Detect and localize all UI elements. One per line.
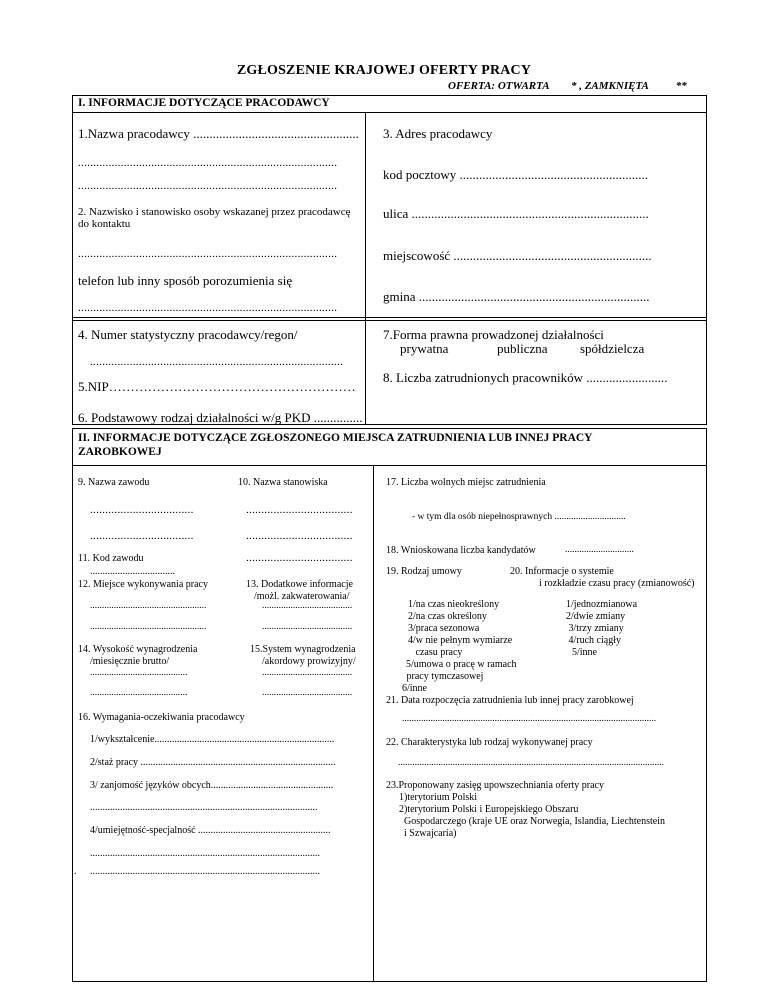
extra-info-label-2: /możl. zakwaterowania/ (254, 591, 350, 602)
pkd-field[interactable]: 6. Podstawowy rodzaj działalności w/g PKD ............... (78, 410, 363, 425)
shift-option-1[interactable]: 1/jednozmianowa (566, 599, 638, 610)
contract-option-3[interactable]: 3/praca sezonowa (408, 623, 480, 634)
occupation-name-field-2[interactable]: .................................. (90, 530, 194, 542)
street-field[interactable]: ulica ......................................................................... (383, 206, 649, 221)
nip-field[interactable]: 5.NIP………………………………………………… (78, 379, 356, 394)
skills-field-3[interactable]: ............................................................................................ (90, 866, 320, 877)
legal-form-public[interactable]: publiczna (497, 341, 548, 356)
address-label: 3. Adres pracodawcy (383, 126, 493, 141)
contract-option-1[interactable]: 1/na czas nieokreślony (408, 599, 500, 610)
occupation-name-label: 9. Nazwa zawodu (78, 477, 150, 488)
experience-field[interactable]: 2/staż pracy .............................................................................. (90, 757, 336, 768)
reach-option-2[interactable]: 2)terytorium Polski i Europejskiego Obszaru (399, 804, 579, 815)
form-title: ZGŁOSZENIE KRAJOWEJ OFERTY PRACY (236, 63, 532, 78)
salary-label: 14. Wysokość wynagrodzenia (78, 644, 198, 655)
disabled-vacancies-field[interactable]: - w tym dla osób niepełnosprawnych .............................. (412, 512, 626, 522)
regon-label: 4. Numer statystyczny pracodawcy/regon/ (78, 327, 298, 342)
legal-form-label: 7.Forma prawna prowadzonej działalności (383, 327, 604, 342)
contract-option-6[interactable]: 6/inne (402, 683, 427, 694)
occupation-name-field[interactable]: .................................. (90, 504, 194, 516)
skills-field[interactable]: 4/umiejętność-specjalność ..................................................... (90, 825, 331, 836)
languages-field-2[interactable]: ........................................................................................... (90, 802, 318, 813)
work-system-label: 20. Informacje o systemie (510, 566, 614, 577)
education-field[interactable]: 1/wykształcenie........................................................................ (90, 734, 335, 745)
shift-option-4[interactable]: 4/ruch ciągły (566, 635, 621, 646)
gmina-field[interactable]: gmina ....................................................................... (383, 289, 650, 304)
regon-field[interactable]: ................................................................................... (90, 356, 344, 368)
reach-label: 23.Proponowany zasięg upowszechniania oferty pracy (386, 780, 604, 791)
job-description-label: 22. Charakterystyka lub rodzaj wykonywanej pracy (386, 737, 593, 748)
workplace-label: 12. Miejsce wykonywania pracy (78, 579, 208, 590)
legal-form-private[interactable]: prywatna (400, 341, 449, 356)
contract-option-4[interactable]: 4/w nie pełnym wymiarze (408, 635, 513, 646)
salary-field-2[interactable]: ......................................... (90, 688, 188, 698)
section-1-header: I. INFORMACJE DOTYCZĄCE PRACODAWCY (78, 97, 330, 109)
contract-type-label: 19. Rodzaj umowy (386, 566, 462, 577)
postal-code-field[interactable]: kod pocztowy .......................................................... (383, 167, 649, 182)
section-2-header-2: ZAROBKOWEJ (78, 446, 162, 458)
start-date-label: 21. Data rozpoczęcia zatrudnienia lub innej pracy zarobkowej (386, 695, 634, 706)
occupation-code-label: 11. Kod zawodu (78, 553, 144, 564)
contract-option-5b: pracy tymczasowej (404, 671, 484, 682)
reach-option-2c: i Szwajcaria) (399, 828, 457, 839)
salary-label-2: /miesięcznie brutto/ (90, 656, 170, 667)
section-2-header: II. INFORMACJE DOTYCZĄCE ZGŁOSZONEGO MIEJSCA ZATRUDNIENIA LUB INNEJ PRACY (78, 432, 593, 444)
stray-dot: . (74, 866, 77, 877)
candidates-label: 18. Wnioskowana liczba kandydatów (386, 545, 536, 556)
shift-option-2[interactable]: 2/dwie zmiany (566, 611, 626, 622)
position-name-field-2[interactable]: ................................... (246, 530, 353, 542)
contact-person-field[interactable]: ..................................................................................... (78, 248, 338, 260)
extra-info-field-2[interactable]: ...................................... (262, 622, 353, 632)
extra-info-label: 13. Dodatkowe informacje (246, 579, 353, 590)
employee-count-field[interactable]: 8. Liczba zatrudnionych pracowników ......................... (383, 370, 668, 385)
pay-system-field[interactable]: ...................................... (262, 668, 353, 678)
contact-person-label-2: do kontaktu (78, 218, 131, 230)
phone-field[interactable]: ..................................................................................... (78, 302, 338, 314)
skills-field-2[interactable]: ............................................................................................ (90, 848, 320, 859)
start-date-field[interactable]: ........................................................................................................... (402, 714, 657, 724)
salary-field[interactable]: ......................................... (90, 668, 188, 678)
pay-system-label-2: /akordowy prowizyjny/ (262, 656, 356, 667)
workplace-field-2[interactable]: ................................................. (90, 622, 207, 632)
contract-option-5[interactable]: 5/umowa o pracę w ramach (406, 659, 517, 670)
pay-system-field-2[interactable]: ...................................... (262, 688, 353, 698)
legal-form-cooperative[interactable]: spółdzielcza (580, 341, 645, 356)
vacancies-label: 17. Liczba wolnych miejsc zatrudnienia (386, 477, 546, 488)
employer-name-line-2[interactable]: ..................................................................................... (78, 157, 338, 169)
shift-option-3[interactable]: 3/trzy zmiany (566, 623, 624, 634)
reach-option-2b: Gospodarczego (kraje UE oraz Norwegia, Islandia, Liechtenstein (399, 816, 666, 827)
city-field[interactable]: miejscowość ............................................................. (383, 248, 652, 263)
reach-option-1[interactable]: 1)terytorium Polski (399, 792, 478, 803)
occupation-code-field[interactable]: .................................. (90, 566, 175, 577)
contact-person-label: 2. Nazwisko i stanowisko osoby wskazanej przez pracodawcę (78, 206, 351, 218)
workplace-field[interactable]: ................................................. (90, 601, 207, 611)
pay-system-label: 15.System wynagrodzenia (250, 644, 356, 655)
position-name-label: 10. Nazwa stanowiska (238, 477, 328, 488)
position-name-field-3[interactable]: ................................... (246, 552, 353, 564)
employer-name-line-3[interactable]: ..................................................................................... (78, 180, 338, 192)
contract-option-4b: czasu pracy (408, 647, 463, 658)
candidates-field[interactable]: ............................. (565, 545, 634, 555)
offer-type: OFERTA: OTWARTA * , ZAMKNIĘTA ** (448, 80, 687, 92)
shift-option-5[interactable]: 5/inne (572, 647, 597, 658)
phone-label: telefon lub inny sposób porozumienia się (78, 273, 293, 288)
work-system-label-2: i rozkładzie czasu pracy (zmianowość) (539, 578, 695, 589)
employer-name-field[interactable]: 1.Nazwa pracodawcy ................................................... (78, 126, 359, 141)
job-description-field[interactable]: ................................................................................................................ (398, 758, 664, 768)
position-name-field[interactable]: ................................... (246, 504, 353, 516)
contract-option-2[interactable]: 2/na czas określony (408, 611, 487, 622)
extra-info-field[interactable]: ...................................... (262, 601, 353, 611)
requirements-label: 16. Wymagania-oczekiwania pracodawcy (78, 712, 245, 723)
languages-field[interactable]: 3/ zanjomość języków obcych................................................. (90, 780, 334, 791)
